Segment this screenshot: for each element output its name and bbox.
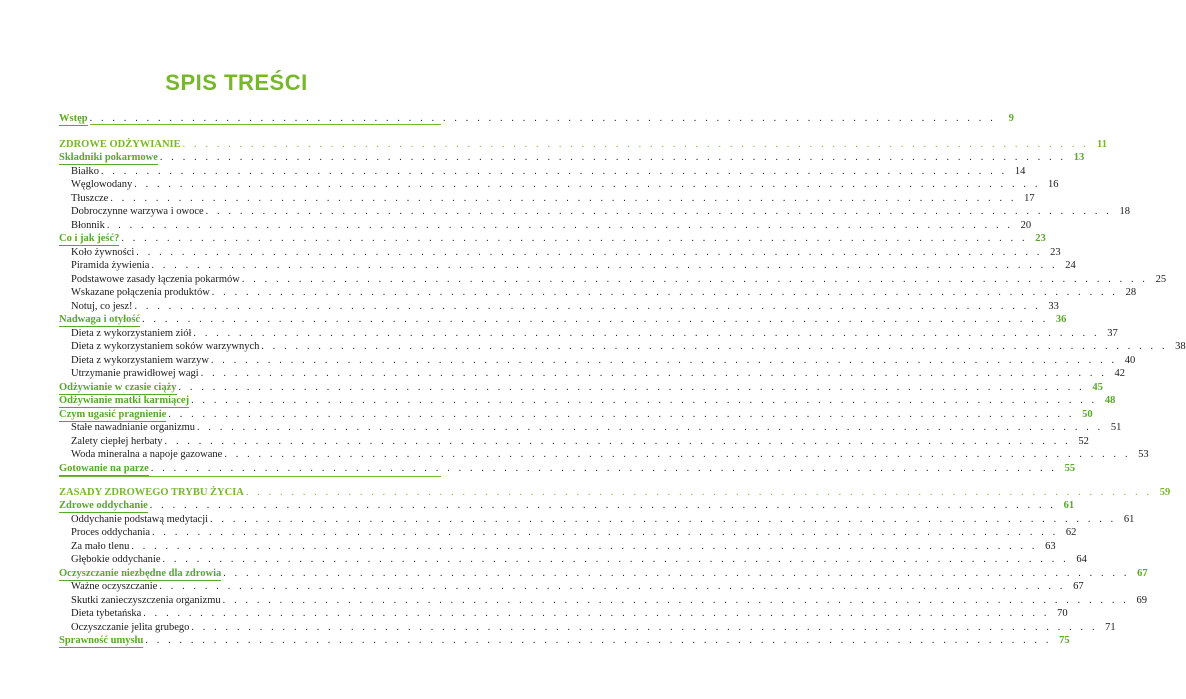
toc-entry-label: Oczyszczanie niezbędne dla zdrowia [59, 568, 222, 579]
toc-leader-dots: . . . . . . . . . . . . . . . . . . . . . . . . . . . . . . . . . . . . . . . . . . . . . . . . . . . . . . . . . . . . . . . . . . . . . . . . . . . . . . . . [205, 206, 1112, 217]
toc-entry-label: Podstawowe zasady łączenia pokarmów [59, 273, 242, 286]
toc-entry-label: Co i jak jeść? [59, 233, 120, 244]
toc-entry-page: 28 [1125, 287, 1137, 298]
toc-entry-page: 13 [1073, 152, 1085, 163]
toc-entry[interactable] [59, 340, 1186, 353]
toc-leader-dots: . . . . . . . . . . . . . . . . . . . . . . . . . . . . . . . . . . . . . . . . . . . . . . . . . . . . . . . . . . . . . . . . . . . . . . . . . . . . . . . . [89, 113, 996, 124]
toc-entry-page: 71 [1105, 622, 1116, 633]
toc-entry-label: Tłuszcze [59, 192, 110, 205]
toc-leader-dots: . . . . . . . . . . . . . . . . . . . . . . . . . . . . . . . . . . . . . . . . . . . . . . . . . . . . . . . . . . . . . . . . . . . . . . . . . . . . . . . . [178, 382, 1085, 393]
toc-entry-page: 59 [1159, 487, 1171, 498]
toc-entry-label: Składniki pokarmowe [59, 152, 158, 163]
toc-entry-page: 23 [1035, 233, 1046, 244]
toc-leader-dots: . . . . . . . . . . . . . . . . . . . . . . . . . . . . . . . . . . . . . . . . . . . . . . . . . . . . . . . . . . . . . . . . . . . . . . . . . . . . . . . . [211, 287, 1119, 298]
toc-entry[interactable] [59, 594, 1147, 607]
toc-entry-label: Błonnik [59, 219, 107, 232]
toc-entry[interactable] [59, 580, 1084, 593]
toc-entry[interactable] [59, 273, 1167, 286]
toc-leader-dots: . . . . . . . . . . . . . . . . . . . . . . . . . . . . . . . . . . . . . . . . . . . . . . . . . . . . . . . . . . . . . . . . . . . . . . . . . . . . . . . . [222, 595, 1129, 606]
toc-leader-dots: . . . . . . . . . . . . . . . . . . . . . . . . . . . . . . . . . . . . . . . . . . . . . . . . . . . . . . . . . . . . . . . . . . . . . . . . . . . . . . . . [159, 152, 1067, 163]
toc-entry-page: 11 [1097, 139, 1107, 150]
toc-entry-page: 36 [1055, 314, 1067, 325]
toc-leader-dots: . . . . . . . . . . . . . . . . . . . . . . . . . . . . . . . . . . . . . . . . . . . . . . . . . . . . . . . . . . . . . . . . . . . . . . . . . . . . . . . . [101, 166, 1008, 177]
toc-leader-dots: . . . . . . . . . . . . . . . . . . . . . . . . . . . . . . . . . . . . . . . . . . . . . . . . . . . . . . . . . . . . . . . . . . . . . . . . . . . . . . . . [162, 554, 1069, 565]
toc-entry[interactable] [59, 259, 1076, 272]
toc-entry-page: 55 [1064, 463, 1076, 474]
toc-entry-page: 51 [1110, 422, 1122, 433]
toc-entry-page: 53 [1138, 449, 1149, 460]
toc-leader-dots: . . . . . . . . . . . . . . . . . . . . . . . . . . . . . . . . . . . . . . . . . . . . . . . . . . . . . . . . . . . . . . . . . . . . . . . . . . . . . . . . [197, 422, 1104, 433]
toc-entry[interactable] [59, 232, 1046, 245]
toc-leader-dots: . . . . . . . . . . . . . . . . . . . . . . . . . . . . . . . . . . . . . . . . . . . . . . . . . . . . . . . . . . . . . . . . . . . . . . . . . . . . . . . . [149, 500, 1057, 511]
section-underline [59, 475, 149, 476]
toc-entry-page: 75 [1059, 635, 1070, 646]
toc-leader-dots: . . . . . . . . . . . . . . . . . . . . . . . . . . . . . . . . . . . . . . . . . . . . . . . . . . . . . . . . . . . . . . . . . . . . . . . . . . . . . . . . [143, 608, 1050, 619]
toc-entry-label: Wskazane połączenia produktów [59, 286, 212, 299]
toc-entry[interactable] [59, 567, 1148, 580]
toc-leader-dots: . . . . . . . . . . . . . . . . . . . . . . . . . . . . . . . . . . . . . . . . . . . . . . . . . . . . . . . . . . . . . . . . . . . . . . . . . . . . . . . . [191, 622, 1098, 633]
toc-entry-page: 17 [1024, 193, 1035, 204]
toc-leader-dots: . . . . . . . . . . . . . . . . . . . . . . . . . . . . . . . . . . . . . . . . . . . . . . . . . . . . . . . . . . . . . . . . . . . . . . . . . . . . . . . . [134, 179, 1041, 190]
toc-entry-label: Białko [59, 165, 101, 178]
toc-entry[interactable] [59, 165, 1026, 178]
section-underline [59, 580, 221, 581]
toc-entry[interactable] [59, 526, 1077, 539]
toc-entry-page: 61 [1123, 514, 1135, 525]
toc-entry-label: Zdrowe oddychanie [59, 500, 148, 511]
toc-leader-dots: . . . . . . . . . . . . . . . . . . . . . . . . . . . . . . . . . . . . . . . . . . . . . . . . . . . . . . . . . . . . . . . . . . . . . . . . . . . . . . . . [131, 541, 1038, 552]
toc-leader-dots: . . . . . . . . . . . . . . . . . . . . . . . . . . . . . . . . . . . . . . . . . . . . . . . . . . . . . . . . . . . . . . . . . . . . . . . . . . . . . . . . [193, 328, 1100, 339]
toc-entry-label: Węglowodany [59, 178, 134, 191]
toc-entry-page: 38 [1175, 341, 1186, 352]
toc-leader-dots: . . . . . . . . . . . . . . . . . . . . . . . . . . . . . . . . . . . . . . . . . . . . . . . . . . . . . . . . . . . . . . . . . . . . . . . . . . . . . . . . [145, 635, 1052, 646]
toc-leader-dots: . . . . . . . . . . . . . . . . . . . . . . . . . . . . . . . . . . . . . . . . . . . . . . . . . . . . . . . . . . . . . . . . . . . . . . . . . . . . . . . . [241, 274, 1149, 285]
toc-entry[interactable] [59, 634, 1070, 647]
toc-entry-page: 64 [1076, 554, 1087, 565]
toc-leader-dots: . . . . . . . . . . . . . . . . . . . . . . . . . . . . . . . . . . . . . . . . . . . . . . . . . . . . . . . . . . . . . . . . . . . . . . . . . . . . . . . . [134, 301, 1041, 312]
toc-leader-dots: . . . . . . . . . . . . . . . . . . . . . . . . . . . . . . . . . . . . . . . . . . . . . . . . . . . . . . . . . . . . . . . . . . . . . . . . . . . . . . . . [142, 314, 1049, 325]
toc-entry-page: 42 [1114, 368, 1126, 379]
toc-entry[interactable] [59, 354, 1136, 367]
toc-entry-label: Wstęp [59, 113, 88, 124]
toc-entry[interactable] [59, 486, 1171, 499]
toc-leader-dots: . . . . . . . . . . . . . . . . . . . . . . . . . . . . . . . . . . . . . . . . . . . . . . . . . . . . . . . . . . . . . . . . . . . . . . . . . . . . . . . . [168, 409, 1075, 420]
toc-entry-label: Gotowanie na parze [59, 463, 149, 474]
toc-entry-label: Dieta tybetańska [59, 607, 143, 620]
toc-leader-dots: . . . . . . . . . . . . . . . . . . . . . . . . . . . . . . . . . . . . . . . . . . . . . . . . . . . . . . . . . . . . . . . . . . . . . . . . . . . . . . . . [191, 395, 1098, 406]
toc-leader-dots: . . . . . . . . . . . . . . . . . . . . . . . . . . . . . . . . . . . . . . . . . . . . . . . . . . . . . . . . . . . . . . . . . . . . . . . . . . . . . . . . [106, 220, 1014, 231]
toc-entry-label: Woda mineralna a napoje gazowane [59, 448, 224, 461]
toc-entry-page: 9 [1008, 113, 1014, 124]
toc-leader-dots: . . . . . . . . . . . . . . . . . . . . . . . . . . . . . . . . . . . . . . . . . . . . . . . . . . . . . . . . . . . . . . . . . . . . . . . . . . . . . . . . [200, 368, 1108, 379]
toc-leader-dots: . . . . . . . . . . . . . . . . . . . . . . . . . . . . . . . . . . . . . . . . . . . . . . . . . . . . . . . . . . . . . . . . . . . . . . . . . . . . . . . . [159, 581, 1066, 592]
toc-entry-page: 69 [1136, 595, 1147, 606]
toc-entry-page: 67 [1073, 581, 1084, 592]
toc-entry-page: 61 [1063, 500, 1075, 511]
toc-entry-page: 62 [1065, 527, 1077, 538]
toc-entry[interactable] [59, 408, 1093, 421]
toc-leader-dots: . . . . . . . . . . . . . . . . . . . . . . . . . . . . . . . . . . . . . . . . . . . . . . . . . . . . . . . . . . . . . . . . . . . . . . . . . . . . . . . . [121, 233, 1028, 244]
toc-entry-page: 40 [1124, 355, 1136, 366]
section-underline [59, 245, 119, 246]
toc-entry-label: Nadwaga i otyłość [59, 314, 141, 325]
toc-entry-label: Zalety ciepłej herbaty [59, 435, 165, 448]
toc-entry[interactable] [59, 540, 1056, 553]
toc-entry[interactable] [59, 421, 1122, 434]
toc-entry-page: 14 [1014, 166, 1026, 177]
toc-entry-label: Odżywianie w czasie ciąży [59, 382, 177, 393]
toc-entry-label: Oczyszczanie jelita grubego [59, 621, 191, 634]
section-underline [59, 421, 166, 422]
toc-leader-dots: . . . . . . . . . . . . . . . . . . . . . . . . . . . . . . . . . . . . . . . . . . . . . . . . . . . . . . . . . . . . . . . . . . . . . . . . . . . . . . . . [210, 514, 1117, 525]
toc-entry-label: Dieta z wykorzystaniem warzyw [59, 354, 211, 367]
toc-entry[interactable] [59, 553, 1087, 566]
toc-entry-label: ZASADY ZDROWEGO TRYBU ŻYCIA [59, 487, 244, 498]
toc-entry-label: Czym ugasić pragnienie [59, 409, 167, 420]
toc-entry-page: 45 [1092, 382, 1103, 393]
toc-leader-dots: . . . . . . . . . . . . . . . . . . . . . . . . . . . . . . . . . . . . . . . . . . . . . . . . . . . . . . . . . . . . . . . . . . . . . . . . . . . . . . . . [150, 463, 1058, 474]
toc-entry[interactable] [59, 367, 1126, 380]
section-underline [59, 647, 143, 648]
toc-entry-label: Oddychanie podstawą medytacji [59, 513, 210, 526]
toc-entry[interactable] [59, 327, 1118, 340]
toc-entry-page: 37 [1107, 328, 1118, 339]
section-underline [59, 407, 189, 408]
toc-entry-label: ZDROWE ODŻYWIANIE [59, 139, 181, 150]
toc-entry-label: Proces oddychania [59, 526, 152, 539]
toc-entry[interactable] [59, 192, 1035, 205]
toc-entry-label: Sprawność umysłu [59, 635, 144, 646]
toc-entry-page: 20 [1020, 220, 1032, 231]
toc-entry[interactable] [59, 205, 1130, 218]
toc-entry-label: Za mało tlenu [59, 540, 131, 553]
toc-leader-dots: . . . . . . . . . . . . . . . . . . . . . . . . . . . . . . . . . . . . . . . . . . . . . . . . . . . . . . . . . . . . . . . . . . . . . . . . . . . . . . . . [151, 260, 1058, 271]
divider-middle [59, 476, 441, 477]
toc-entry-label: Dieta z wykorzystaniem soków warzywnych [59, 340, 261, 353]
toc-entry-page: 67 [1137, 568, 1148, 579]
toc-entry[interactable] [59, 499, 1075, 512]
toc-entry-label: Odżywianie matki karmiącej [59, 395, 190, 406]
toc-entry[interactable] [59, 178, 1059, 191]
section-underline [59, 394, 177, 395]
toc-entry-page: 50 [1082, 409, 1093, 420]
toc-entry-page: 23 [1050, 247, 1061, 258]
toc-leader-dots: . . . . . . . . . . . . . . . . . . . . . . . . . . . . . . . . . . . . . . . . . . . . . . . . . . . . . . . . . . . . . . . . . . . . . . . . . . . . . . . . [110, 193, 1017, 204]
toc-entry[interactable] [59, 138, 1107, 151]
toc-entry-label: Dobroczynne warzywa i owoce [59, 205, 206, 218]
section-underline [59, 512, 148, 513]
toc-entry[interactable] [59, 607, 1068, 620]
toc-entry-page: 16 [1048, 179, 1059, 190]
toc-entry-page: 63 [1045, 541, 1056, 552]
toc-leader-dots: . . . . . . . . . . . . . . . . . . . . . . . . . . . . . . . . . . . . . . . . . . . . . . . . . . . . . . . . . . . . . . . . . . . . . . . . . . . . . . . . [136, 247, 1043, 258]
toc-entry-page: 33 [1048, 301, 1059, 312]
toc-entry-page: 24 [1065, 260, 1076, 271]
toc-entry-page: 70 [1057, 608, 1068, 619]
toc-entry-label: Utrzymanie prawidłowej wagi [59, 367, 201, 380]
toc-leader-dots: . . . . . . . . . . . . . . . . . . . . . . . . . . . . . . . . . . . . . . . . . . . . . . . . . . . . . . . . . . . . . . . . . . . . . . . . . . . . . . . . [245, 487, 1153, 498]
toc-leader-dots: . . . . . . . . . . . . . . . . . . . . . . . . . . . . . . . . . . . . . . . . . . . . . . . . . . . . . . . . . . . . . . . . . . . . . . . . . . . . . . . . [223, 568, 1130, 579]
toc-entry[interactable] [59, 246, 1061, 259]
toc-entry-page: 52 [1078, 436, 1089, 447]
toc-entry[interactable] [59, 621, 1116, 634]
toc-entry[interactable] [59, 448, 1149, 461]
toc-entry-page: 48 [1104, 395, 1116, 406]
section-underline [59, 164, 158, 165]
toc-entry-label: Dieta z wykorzystaniem ziół [59, 327, 193, 340]
toc-entry[interactable] [59, 381, 1103, 394]
section-underline [59, 326, 140, 327]
section-underline [59, 125, 88, 126]
toc-leader-dots: . . . . . . . . . . . . . . . . . . . . . . . . . . . . . . . . . . . . . . . . . . . . . . . . . . . . . . . . . . . . . . . . . . . . . . . . . . . . . . . . [210, 355, 1118, 366]
page-title: SPIS TREŚCI [165, 70, 308, 95]
toc-entry-label: Notuj, co jesz! [59, 300, 135, 313]
toc-entry[interactable] [59, 313, 1067, 326]
toc-entry[interactable] [59, 462, 1076, 475]
toc-leader-dots: . . . . . . . . . . . . . . . . . . . . . . . . . . . . . . . . . . . . . . . . . . . . . . . . . . . . . . . . . . . . . . . . . . . . . . . . . . . . . . . . [152, 527, 1059, 538]
toc-entry[interactable] [59, 151, 1085, 164]
toc-entry-label: Koło żywności [59, 246, 136, 259]
toc-leader-dots: . . . . . . . . . . . . . . . . . . . . . . . . . . . . . . . . . . . . . . . . . . . . . . . . . . . . . . . . . . . . . . . . . . . . . . . . . . . . . . . . [164, 436, 1071, 447]
toc-entry-page: 18 [1119, 206, 1130, 217]
toc-entry-label: Stałe nawadnianie organizmu [59, 421, 197, 434]
toc-entry-page: 25 [1155, 274, 1167, 285]
toc-entry-label: Piramida żywienia [59, 259, 151, 272]
toc-entry-label: Skutki zanieczyszczenia organizmu [59, 594, 223, 607]
toc-entry[interactable] [59, 394, 1116, 407]
toc-entry[interactable] [59, 513, 1135, 526]
toc-entry-label: Głębokie oddychanie [59, 553, 163, 566]
toc-entry[interactable] [59, 112, 1014, 125]
toc-entry-label: Ważne oczyszczanie [59, 580, 159, 593]
toc-entry[interactable] [59, 286, 1137, 299]
toc-leader-dots: . . . . . . . . . . . . . . . . . . . . . . . . . . . . . . . . . . . . . . . . . . . . . . . . . . . . . . . . . . . . . . . . . . . . . . . . . . . . . . . . [224, 449, 1131, 460]
toc-entry[interactable] [59, 300, 1059, 313]
toc-leader-dots: . . . . . . . . . . . . . . . . . . . . . . . . . . . . . . . . . . . . . . . . . . . . . . . . . . . . . . . . . . . . . . . . . . . . . . . . . . . . . . . . [261, 341, 1168, 352]
toc-leader-dots: . . . . . . . . . . . . . . . . . . . . . . . . . . . . . . . . . . . . . . . . . . . . . . . . . . . . . . . . . . . . . . . . . . . . . . . . . . . . . . . . [182, 139, 1089, 150]
toc-entry[interactable] [59, 435, 1089, 448]
toc-entry[interactable] [59, 219, 1032, 232]
